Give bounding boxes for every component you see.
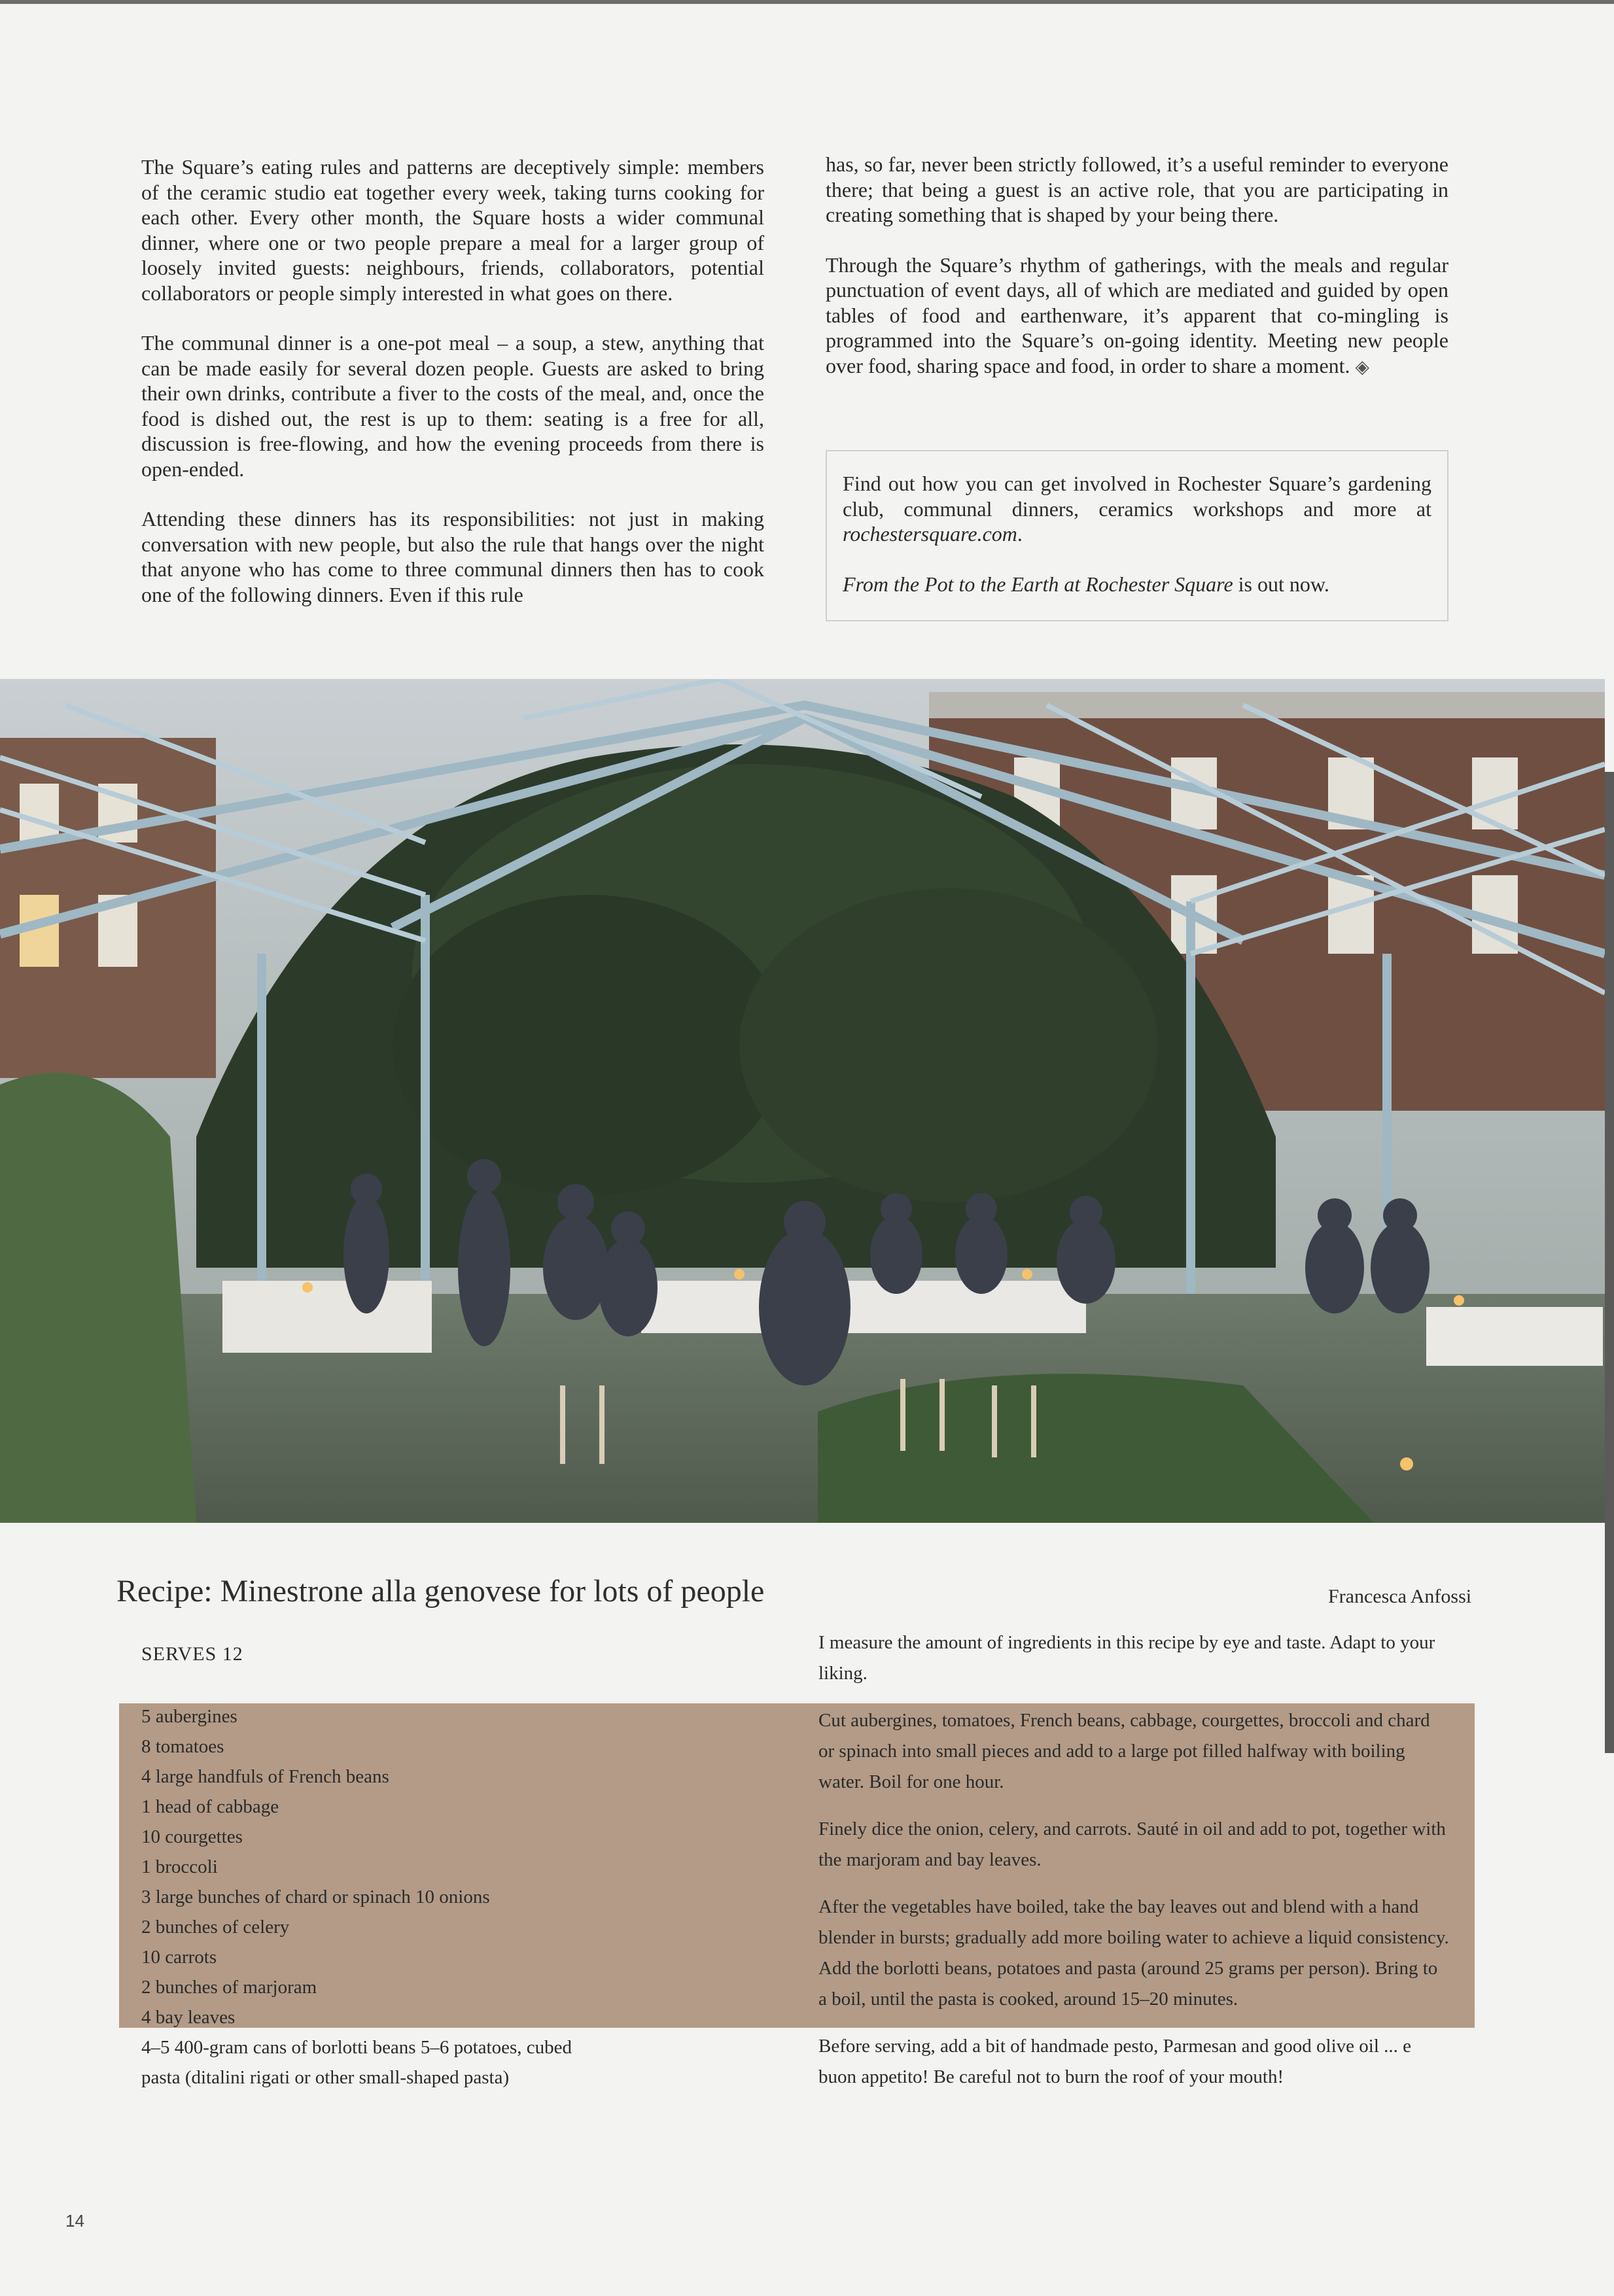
greenhouse-dinner-photo [0, 679, 1605, 1523]
method-step: I measure the amount of ingredients in this recipe by eye and taste. Adapt to your liking. [818, 1632, 1435, 1684]
ingredient-item: 8 tomatoes [141, 1736, 224, 1757]
ingredient-item: 10 courgettes [141, 1826, 243, 1847]
website-link[interactable]: rochestersquare.com [843, 522, 1017, 546]
info-box-sentence: Find out how you can get involved in Rochester Square’s gardening club, communal dinners, ceramics workshops and more at [843, 472, 1431, 521]
top-edge-line [0, 0, 1614, 4]
book-title: From the Pot to the Earth at Rochester Square [843, 572, 1233, 596]
ingredient-item: 2 bunches of marjoram [141, 1977, 317, 1998]
method-step: Before serving, add a bit of handmade pesto, Parmesan and good olive oil ... e buon appetito! Be careful not to burn the roof of your mouth! [818, 2036, 1412, 2087]
method-step: Cut aubergines, tomatoes, French beans, cabbage, courgettes, broccoli and chard or spinach into small pieces and add to a large pot filled halfway with boiling water. Boil for one hour. [818, 1710, 1430, 1792]
article-column-left [141, 154, 764, 632]
article-paragraph: Attending these dinners has its responsibilities: not just in making conversation with new people, but also the rule that hangs over the night that anyone who has come to three communal dinners then has to cook one of the following dinners. Even if this rule [141, 507, 764, 606]
method-step: Finely dice the onion, celery, and carrots. Sauté in oil and add to pot, together with the marjoram and bay leaves. [818, 1818, 1446, 1870]
ingredient-item: 3 large bunches of chard or spinach 10 onions [141, 1887, 490, 1907]
info-box [826, 450, 1448, 621]
article-paragraph: The Square’s eating rules and patterns are deceptively simple: members of the ceramic studio eat together every week, taking turns cooking for each other. Every other month, the Square hosts a wider communal dinner, where one or two people prepare a meal for a larger group of loosely invited guests: neighbours, friends, collaborators, potential collaborators or people simply interested in what goes on there. [141, 155, 764, 305]
recipe-method [818, 1627, 1450, 2109]
ingredient-list [141, 1701, 572, 2093]
end-mark-icon: ◈ [1355, 357, 1370, 377]
binding-edge [1605, 772, 1614, 1753]
recipe-author: Francesca Anfossi [1328, 1586, 1472, 1607]
article-paragraph: has, so far, never been strictly followed, it’s a useful reminder to everyone there; that being a guest is an active role, that you are participating in creating something that is shaped by your being there. [826, 152, 1448, 226]
page-number: 14 [65, 2211, 84, 2231]
ingredient-item: 4 bay leaves [141, 2007, 236, 2028]
info-box-punct: . [1017, 522, 1023, 546]
article-column-right [826, 152, 1448, 405]
ingredient-item: 1 broccoli [141, 1856, 218, 1877]
article-paragraph: The communal dinner is a one-pot meal – a soup, a stew, anything that can be made easily for several dozen people. Guests are asked to bring their own drinks, contribute a fiver to the costs of the meal, and, once the food is dished out, the rest is up to them: seating is a free for all, discussion is free-flowing, and how the evening proceeds from there is open-ended. [141, 331, 764, 481]
article-paragraph-text: Through the Square’s rhythm of gatherings, with the meals and regular punctuation of event days, all of which are mediated and guided by open tables of food and earthenware, it’s apparent that co-mingling is programmed into the Square’s on-going identity. Meeting new people over food, sharing space and food, in order to share a moment. [826, 252, 1448, 377]
ingredient-item: pasta (ditalini rigati or other small-shaped pasta) [141, 2067, 510, 2088]
book-note [843, 572, 1431, 597]
book-suffix: is out now. [1233, 572, 1329, 596]
method-step: After the vegetables have boiled, take the bay leaves out and blend with a hand blender in bursts; gradually add more boiling water to achieve a liquid consistency. Add the borlotti beans, potatoes and pasta (around 25 grams per person). Bring to a boil, until the pasta is cooked, around 15–20 minutes. [818, 1896, 1449, 2009]
recipe-serves: SERVES 12 [141, 1643, 243, 1665]
article-paragraph [826, 252, 1448, 381]
ingredient-item: 2 bunches of celery [141, 1917, 290, 1938]
ingredient-item: 10 carrots [141, 1947, 217, 1968]
recipe-title: Recipe: Minestrone alla genovese for lots of people [116, 1574, 765, 1609]
ingredient-item: 4–5 400-gram cans of borlotti beans 5–6 potatoes, cubed [141, 2037, 572, 2058]
ingredient-item: 5 aubergines [141, 1706, 237, 1727]
info-box-text [843, 471, 1431, 547]
ingredient-item: 4 large handfuls of French beans [141, 1766, 389, 1787]
ingredient-item: 1 head of cabbage [141, 1796, 279, 1817]
